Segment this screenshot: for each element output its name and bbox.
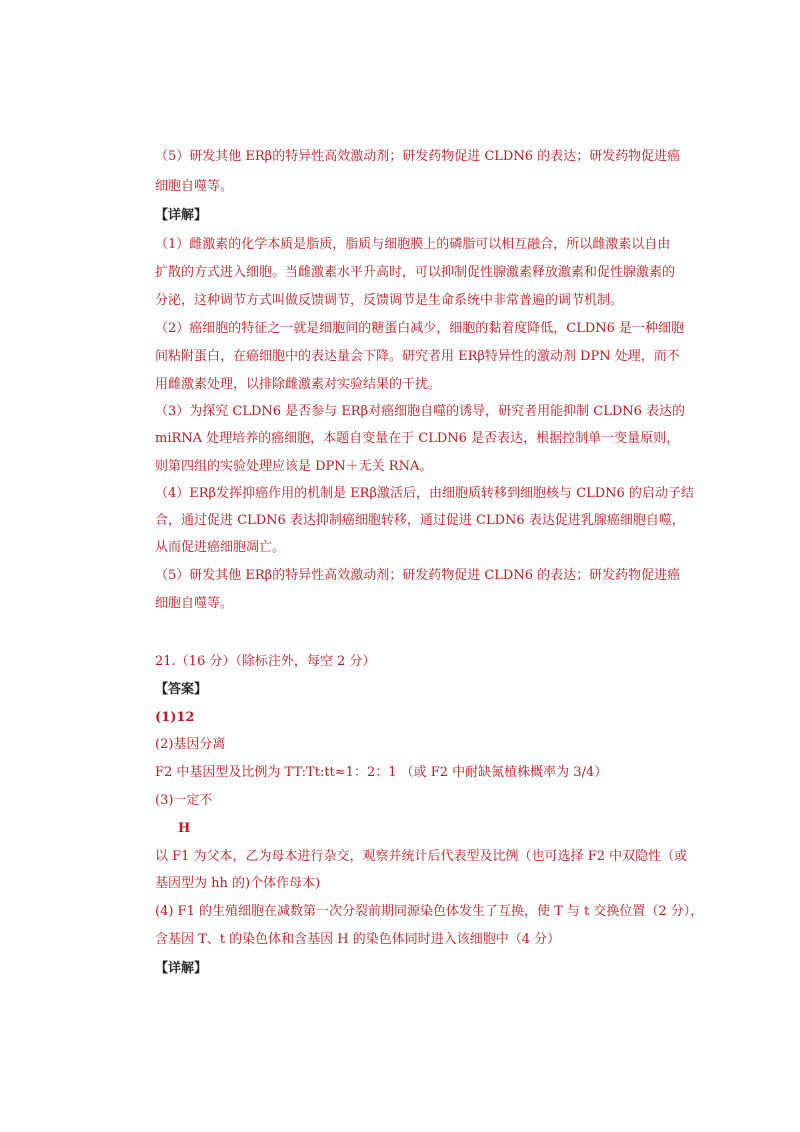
- q21-detail-heading: 【详解】: [155, 961, 208, 976]
- detail-heading: 【详解】: [155, 208, 208, 223]
- detail-para3-line2: miRNA 处理培养的癌细胞，本题自变量在于 CLDN6 是否表达，根据控制单一变量原则，: [155, 431, 680, 446]
- detail-para2-line3: 用雌激素处理，以排除雌激素对实验结果的干扰。: [155, 377, 442, 392]
- q21-answer-4-line1: (4) F1 的生殖细胞在减数第一次分裂前期同源染色体发生了互换，使 T 与 t 交换位置（2 分），: [155, 904, 704, 919]
- q21-answer-4-line2: 含基因 T、t 的染色体和含基因 H 的染色体同时进入该细胞中（4 分）: [155, 932, 561, 947]
- detail-para5-line2: 细胞自噬等。: [155, 596, 234, 611]
- detail-para2-line1: （2）癌细胞的特征之一就是细胞间的糖蛋白减少，细胞的黏着度降低，CLDN6 是一种细胞: [155, 321, 685, 336]
- detail-para4-line1: （4）ERβ发挥抑癌作用的机制是 ERβ激活后，由细胞质转移到细胞核与 CLDN6 的启动子结: [155, 486, 694, 501]
- q21-answer-3b: H: [178, 821, 191, 836]
- q21-answer-3: (3)一定不: [155, 793, 213, 808]
- q21-answer-3c-line2: 基因型为 hh 的)个体作母本): [155, 876, 321, 891]
- q21-answer-2b: F2 中基因型及比例为 TT:Tt:tt≈1：2：1 （或 F2 中耐缺氮植株概率为 3/4）: [155, 765, 608, 780]
- answer-line-5b: 细胞自噬等。: [155, 179, 234, 194]
- detail-para1-line3: 分泌，这种调节方式叫做反馈调节，反馈调节是生命系统中非常普遍的调节机制。: [155, 293, 624, 308]
- q21-answer-3c-line1: 以 F1 为父本，乙为母本进行杂交，观察并统计后代表型及比例（也可选择 F2 中双隐性（或: [155, 849, 688, 864]
- detail-para2-line2: 间粘附蛋白，在癌细胞中的表达量会下降。研究者用 ERβ特异性的激动剂 DPN 处理，而不: [155, 349, 680, 364]
- detail-para3-line1: （3）为探究 CLDN6 是否参与 ERβ对癌细胞自噬的诱导，研究者用能抑制 CLDN6 表达的: [155, 404, 686, 419]
- q21-answer-heading: 【答案】: [155, 682, 208, 697]
- detail-para1-line2: 扩散的方式进入细胞。当雌激素水平升高时，可以抑制促性腺激素释放激素和促性腺激素的: [155, 265, 676, 280]
- detail-para5-line1: （5）研发其他 ERβ的特异性高效激动剂；研发药物促进 CLDN6 的表达；研发药物促进癌: [155, 568, 681, 583]
- q21-header: 21.（16 分）（除标注外，每空 2 分）: [155, 654, 376, 669]
- q21-answer-1: (1)12: [155, 710, 195, 725]
- detail-para4-line3: 从而促进癌细胞凋亡。: [155, 540, 286, 555]
- answer-line-5a: （5）研发其他 ERβ的特异性高效激动剂；研发药物促进 CLDN6 的表达；研发药物促进癌: [155, 149, 681, 164]
- detail-para4-line2: 合，通过促进 CLDN6 表达抑制癌细胞转移，通过促进 CLDN6 表达促进乳腺癌细胞自噬，: [155, 513, 685, 528]
- q21-answer-2: (2)基因分离: [155, 737, 226, 752]
- detail-para3-line3: 则第四组的实验处理应该是 DPN＋无关 RNA。: [155, 459, 433, 474]
- detail-para1-line1: （1）雌激素的化学本质是脂质，脂质与细胞膜上的磷脂可以相互融合，所以雌激素以自由: [155, 237, 671, 252]
